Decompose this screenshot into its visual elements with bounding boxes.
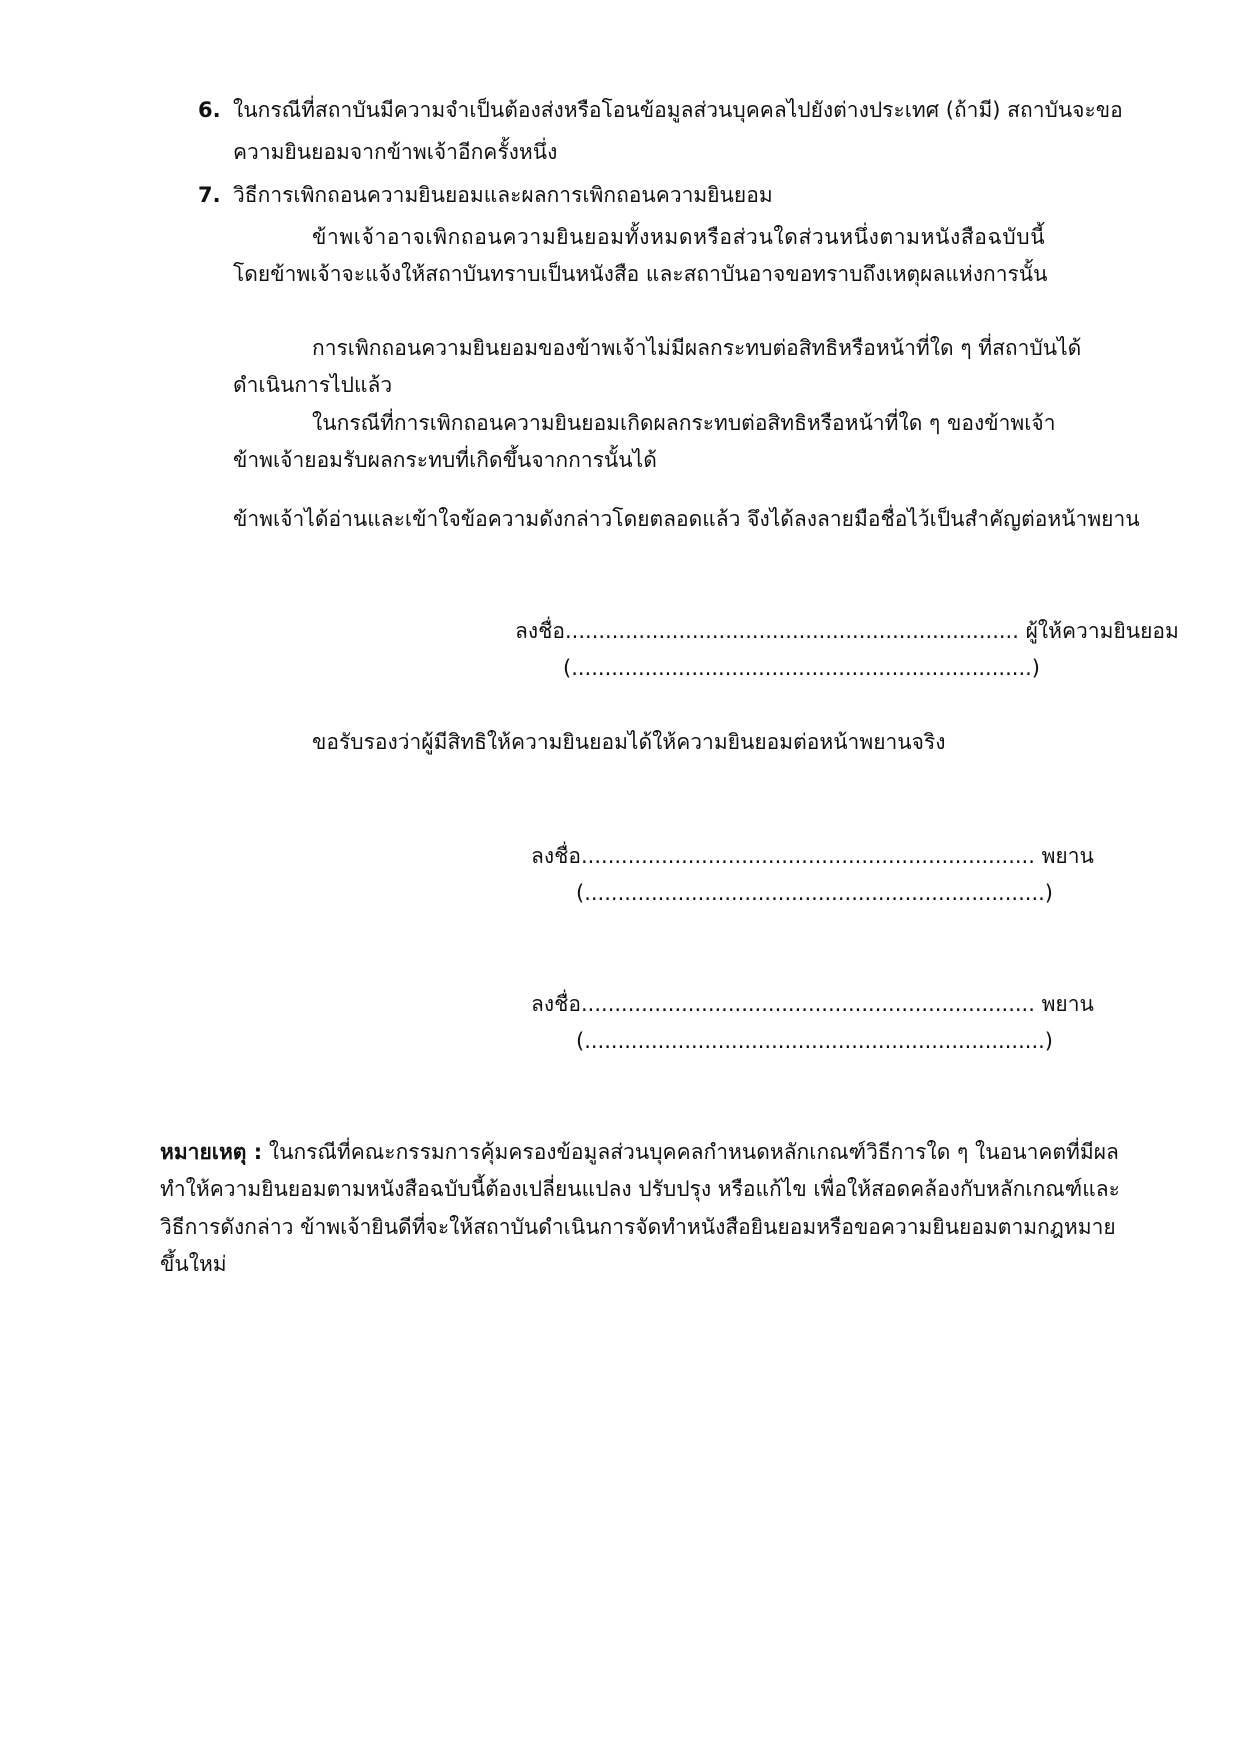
withdrawal-paragraph-3-line-2: ข้าพเจ้ายอมรับผลกระทบที่เกิดขึ้นจากการนั้นได้: [233, 448, 657, 472]
witness-1-name-line: (.....................................................................): [576, 881, 1053, 905]
note-label: หมายเหตุ :: [160, 1140, 263, 1164]
item-number-7: 7.: [198, 183, 221, 207]
consenter-sign-line: ลงชื่อ.................................................................... ผู้ให้ความยินยอม: [515, 619, 1179, 643]
withdrawal-paragraph-3-line-1: ในกรณีที่การเพิกถอนความยินยอมเกิดผลกระทบต่อสิทธิหรือหน้าที่ใด ๆ ของข้าพเจ้า: [312, 411, 1056, 435]
note-line-1: [160, 1134, 1119, 1171]
consenter-name-line: (.....................................................................): [563, 656, 1040, 680]
note-line-3: วิธีการดังกล่าว ข้าพเจ้ายินดีที่จะให้สถาบันดำเนินการจัดทำหนังสือยินยอมหรือขอความยินยอมตามกฎหมาย: [160, 1215, 1116, 1239]
item-6-line-1: ในกรณีที่สถาบันมีความจำเป็นต้องส่งหรือโอนข้อมูลส่วนบุคคลไปยังต่างประเทศ (ถ้ามี) สถาบันจะขอ: [233, 98, 1123, 122]
witness-2-sign-line: ลงชื่อ.................................................................... พยาน: [531, 992, 1094, 1016]
withdrawal-paragraph-2-line-1: การเพิกถอนความยินยอมของข้าพเจ้าไม่มีผลกระทบต่อสิทธิหรือหน้าที่ใด ๆ ที่สถาบันได้: [312, 336, 1082, 360]
certification-text: ขอรับรองว่าผู้มีสิทธิให้ความยินยอมได้ให้ความยินยอมต่อหน้าพยานจริง: [312, 730, 946, 754]
item-6-line-2: ความยินยอมจากข้าพเจ้าอีกครั้งหนึ่ง: [233, 140, 558, 164]
witness-2-name-line: (.....................................................................): [576, 1029, 1053, 1053]
note-text-line-1: ในกรณีที่คณะกรรมการคุ้มครองข้อมูลส่วนบุคคลกำหนดหลักเกณฑ์วิธีการใด ๆ ในอนาคตที่มีผล: [262, 1140, 1119, 1164]
withdrawal-paragraph-1-line-2: โดยข้าพเจ้าจะแจ้งให้สถาบันทราบเป็นหนังสือ และสถาบันอาจขอทราบถึงเหตุผลแห่งการนั้น: [233, 262, 1048, 286]
note-line-2: ทำให้ความยินยอมตามหนังสือฉบับนี้ต้องเปลี่ยนแปลง ปรับปรุง หรือแก้ไข เพื่อให้สอดคล้องกับหลักเกณฑ์และ: [160, 1177, 1120, 1201]
item-7-heading: วิธีการเพิกถอนความยินยอมและผลการเพิกถอนความยินยอม: [233, 183, 773, 207]
note-line-4: ขึ้นใหม่: [160, 1252, 227, 1276]
item-number-6: 6.: [198, 98, 221, 122]
withdrawal-paragraph-1-line-1: ข้าพเจ้าอาจเพิกถอนความยินยอมทั้งหมดหรือส่วนใดส่วนหนึ่งตามหนังสือฉบับนี้: [312, 225, 1046, 249]
witness-1-sign-line: ลงชื่อ.................................................................... พยาน: [531, 844, 1094, 868]
withdrawal-paragraph-2-line-2: ดำเนินการไปแล้ว: [233, 373, 393, 397]
acknowledgement-text: ข้าพเจ้าได้อ่านและเข้าใจข้อความดังกล่าวโดยตลอดแล้ว จึงได้ลงลายมือชื่อไว้เป็นสำคัญต่อหน้าพยาน: [233, 507, 1140, 531]
